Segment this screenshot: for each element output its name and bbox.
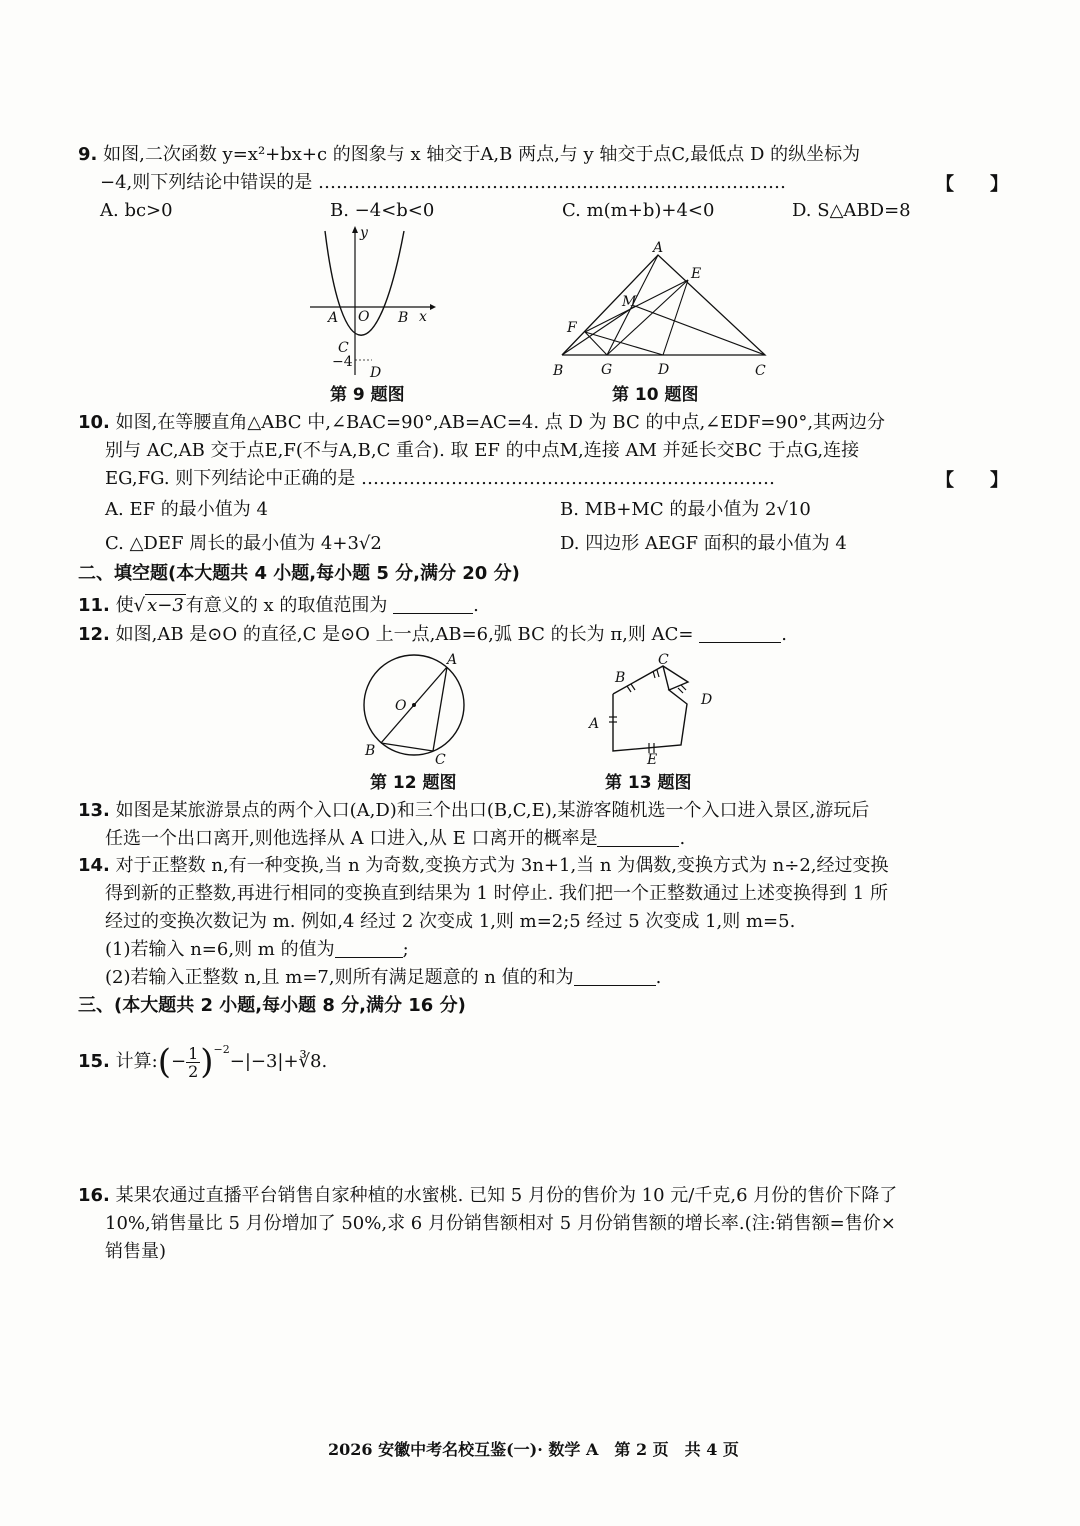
q11-end: .	[473, 595, 479, 616]
q15-paren-close: )	[200, 1042, 214, 1082]
fig10-label-e: E	[691, 266, 702, 282]
q15-paren-open: (	[157, 1042, 171, 1082]
fig12-label-b: B	[365, 743, 376, 759]
q11-sqrt-sign: √	[133, 595, 146, 616]
q12-end: .	[781, 624, 787, 645]
q9-number: 9.	[78, 144, 98, 165]
q9-option-b: B. −4<b<0	[330, 200, 435, 221]
q14-sub1-text: (1)若输入 n=6,则 m 的值为	[105, 939, 335, 960]
figure-13-park-map	[585, 650, 725, 765]
q11-post: 有意义的 x 的取值范围为	[185, 595, 388, 616]
fig13-gate-d-mark1	[678, 688, 683, 693]
q14-text-1: 对于正整数 n,有一种变换,当 n 为奇数,变换方式为 3n+1,当 n 为偶数,变换方式为 n÷2,经过变换	[115, 855, 889, 876]
q10-line1	[78, 410, 885, 436]
fig12-chord-ac	[433, 667, 447, 751]
fig10-label-a: A	[653, 240, 664, 256]
fig13-gate-c-mark2	[657, 670, 659, 677]
fig9-label-y: y	[360, 225, 368, 241]
q9-line2: −4,则下列结论中错误的是 ……………………………………………………………………	[100, 172, 786, 193]
q16-line3: 销售量)	[105, 1241, 167, 1262]
fig13-label-a: A	[589, 716, 600, 732]
q10-number: 10.	[78, 412, 110, 433]
q16-line1	[78, 1183, 897, 1209]
fig12-label-o: O	[395, 698, 407, 714]
q9-option-d: D. S△ABD=8	[792, 200, 911, 221]
q12-text: 如图,AB 是⊙O 的直径,C 是⊙O 上一点,AB=6,弧 BC 的长为 π,则 AC=	[115, 624, 694, 645]
fig10-label-g: G	[601, 362, 613, 378]
q10-text-1: 如图,在等腰直角△ABC 中,∠BAC=90°,AB=AC=4. 点 D 为 BC 的中点,∠EDF=90°,其两边分	[115, 412, 886, 433]
fig9-label-minus4: −4	[332, 354, 353, 370]
q9-option-a: A. bc>0	[100, 200, 173, 221]
fig13-label-d: D	[701, 692, 713, 708]
section-3-heading: 三、(本大题共 2 小题,每小题 8 分,满分 16 分)	[78, 995, 466, 1016]
q10-option-c: C. △DEF 周长的最小值为 4+3√2	[105, 533, 382, 554]
q14-sub1	[105, 937, 409, 963]
q13-number: 13.	[78, 800, 110, 821]
q9-answer-bracket: 【 】	[936, 174, 1008, 195]
fig10-caption: 第 10 题图	[612, 385, 699, 405]
q15-exponent: −2	[213, 1043, 230, 1056]
fig10-segment-mc	[635, 306, 765, 355]
q12-line	[78, 622, 787, 648]
fig13-caption: 第 13 题图	[605, 773, 692, 793]
q14-line3: 经过的变换次数记为 m. 例如,4 经过 2 次变成 1,则 m=2;5 经过 5 次变成 1,则 m=5.	[105, 911, 796, 932]
figure-10-triangle	[545, 240, 780, 380]
fig13-gate-b-mark2	[631, 684, 635, 690]
fig9-label-x: x	[419, 309, 427, 325]
fig10-label-d: D	[658, 362, 670, 378]
q9-option-c: C. m(m+b)+4<0	[562, 200, 715, 221]
fig13-label-e: E	[647, 752, 658, 765]
q12-answer-blank[interactable]	[699, 624, 781, 643]
q13-text-1: 如图是某旅游景点的两个入口(A,D)和三个出口(B,C,E),某游客随机选一个入口进入景区,游玩后	[115, 800, 870, 821]
q14-sub2	[105, 965, 661, 991]
q14-sub2-blank[interactable]	[574, 967, 656, 986]
fig13-gate-d-mark2	[681, 685, 686, 690]
q16-line2: 10%,销售量比 5 月份增加了 50%,求 6 月份销售额相对 5 月份销售额的增长率.(注:销售额=售价×	[105, 1213, 896, 1234]
fig13-gate-c-mark1	[653, 671, 655, 678]
fig13-gate-b-mark1	[627, 686, 631, 692]
q14-sub2-text: (2)若输入正整数 n,且 m=7,则所有满足题意的 n 值的和为	[105, 967, 574, 988]
q16-text-1: 某果农通过直播平台销售自家种植的水蜜桃. 已知 5 月份的售价为 10 元/千克,6 月份的售价下降了	[115, 1185, 898, 1206]
q16-number: 16.	[78, 1185, 110, 1206]
q11-line	[78, 593, 479, 619]
q10-line2: 别与 AC,AB 交于点E,F(不与A,B,C 重合). 取 EF 的中点M,连接 AM 并延长交BC 于点G,连接	[105, 440, 860, 461]
figure-9-parabola	[300, 225, 440, 380]
q13-answer-blank[interactable]	[597, 828, 679, 847]
q10-option-d: D. 四边形 AEGF 面积的最小值为 4	[560, 533, 847, 554]
fig10-label-c: C	[755, 363, 766, 379]
q13-line2	[105, 826, 685, 852]
q11-answer-blank[interactable]	[393, 595, 473, 614]
fig12-label-a: A	[447, 652, 458, 668]
fig13-label-b: B	[615, 670, 626, 686]
q14-line1	[78, 853, 889, 879]
q11-pre: 使	[115, 595, 134, 616]
fig9-y-arrow	[352, 226, 358, 233]
q10-line3: EG,FG. 则下列结论中正确的是 ……………………………………………………………	[105, 468, 775, 489]
q9-text-1: 如图,二次函数 y=x²+bx+c 的图象与 x 轴交于A,B 两点,与 y 轴交于点C,最低点 D 的纵坐标为	[103, 144, 861, 165]
q10-answer-bracket: 【 】	[936, 470, 1008, 491]
fig9-label-b: B	[398, 310, 409, 326]
q14-sub1-end: ;	[402, 939, 409, 960]
q14-number: 14.	[78, 855, 110, 876]
fig12-caption: 第 12 题图	[370, 773, 457, 793]
section-2-heading: 二、填空题(本大题共 4 小题,每小题 5 分,满分 20 分)	[78, 563, 520, 584]
q15-frac-den: 2	[188, 1061, 199, 1081]
fig10-label-b: B	[553, 363, 564, 379]
fig10-label-f: F	[567, 320, 577, 336]
q10-option-a: A. EF 的最小值为 4	[105, 499, 268, 520]
q15-neg: −	[170, 1051, 187, 1072]
q15-number: 15.	[78, 1051, 110, 1072]
fig9-label-c: C	[338, 340, 349, 356]
q14-sub1-blank[interactable]	[335, 939, 403, 958]
q15-fraction	[186, 1045, 200, 1080]
fig9-label-o: O	[358, 309, 370, 325]
q15-frac-num: 1	[188, 1043, 199, 1063]
fig13-label-c: C	[658, 652, 669, 668]
fig9-x-arrow	[430, 304, 436, 310]
fig10-label-m: M	[622, 294, 637, 310]
page-footer: 2026 安徽中考名校互鉴(一)· 数学 A 第 2 页 共 4 页	[328, 1440, 739, 1459]
q11-number: 11.	[78, 595, 110, 616]
q13-text-2: 任选一个出口离开,则他选择从 A 口进入,从 E 口离开的概率是	[105, 828, 598, 849]
q13-end: .	[679, 828, 686, 849]
q14-sub2-end: .	[655, 967, 662, 988]
fig12-center-dot	[412, 703, 416, 707]
q9-line1	[78, 142, 860, 168]
fig9-caption: 第 9 题图	[330, 385, 405, 405]
fig12-label-c: C	[435, 752, 446, 768]
q15-label: 计算:	[115, 1051, 158, 1072]
fig12-chord-bc	[381, 743, 433, 751]
q13-line1	[78, 798, 869, 824]
q14-line2: 得到新的正整数,再进行相同的变换直到结果为 1 时停止. 我们把一个正整数通过上述变换得到 1 所	[105, 883, 888, 904]
q15-rest: −|−3|+∛8.	[229, 1051, 328, 1072]
q15-line	[78, 1030, 327, 1082]
figure-12-circle	[355, 650, 475, 768]
fig9-label-a: A	[328, 310, 339, 326]
q12-number: 12.	[78, 624, 110, 645]
q11-radicand: x−3	[147, 595, 184, 616]
fig9-label-d: D	[370, 365, 382, 380]
q10-option-b: B. MB+MC 的最小值为 2√10	[560, 499, 811, 520]
